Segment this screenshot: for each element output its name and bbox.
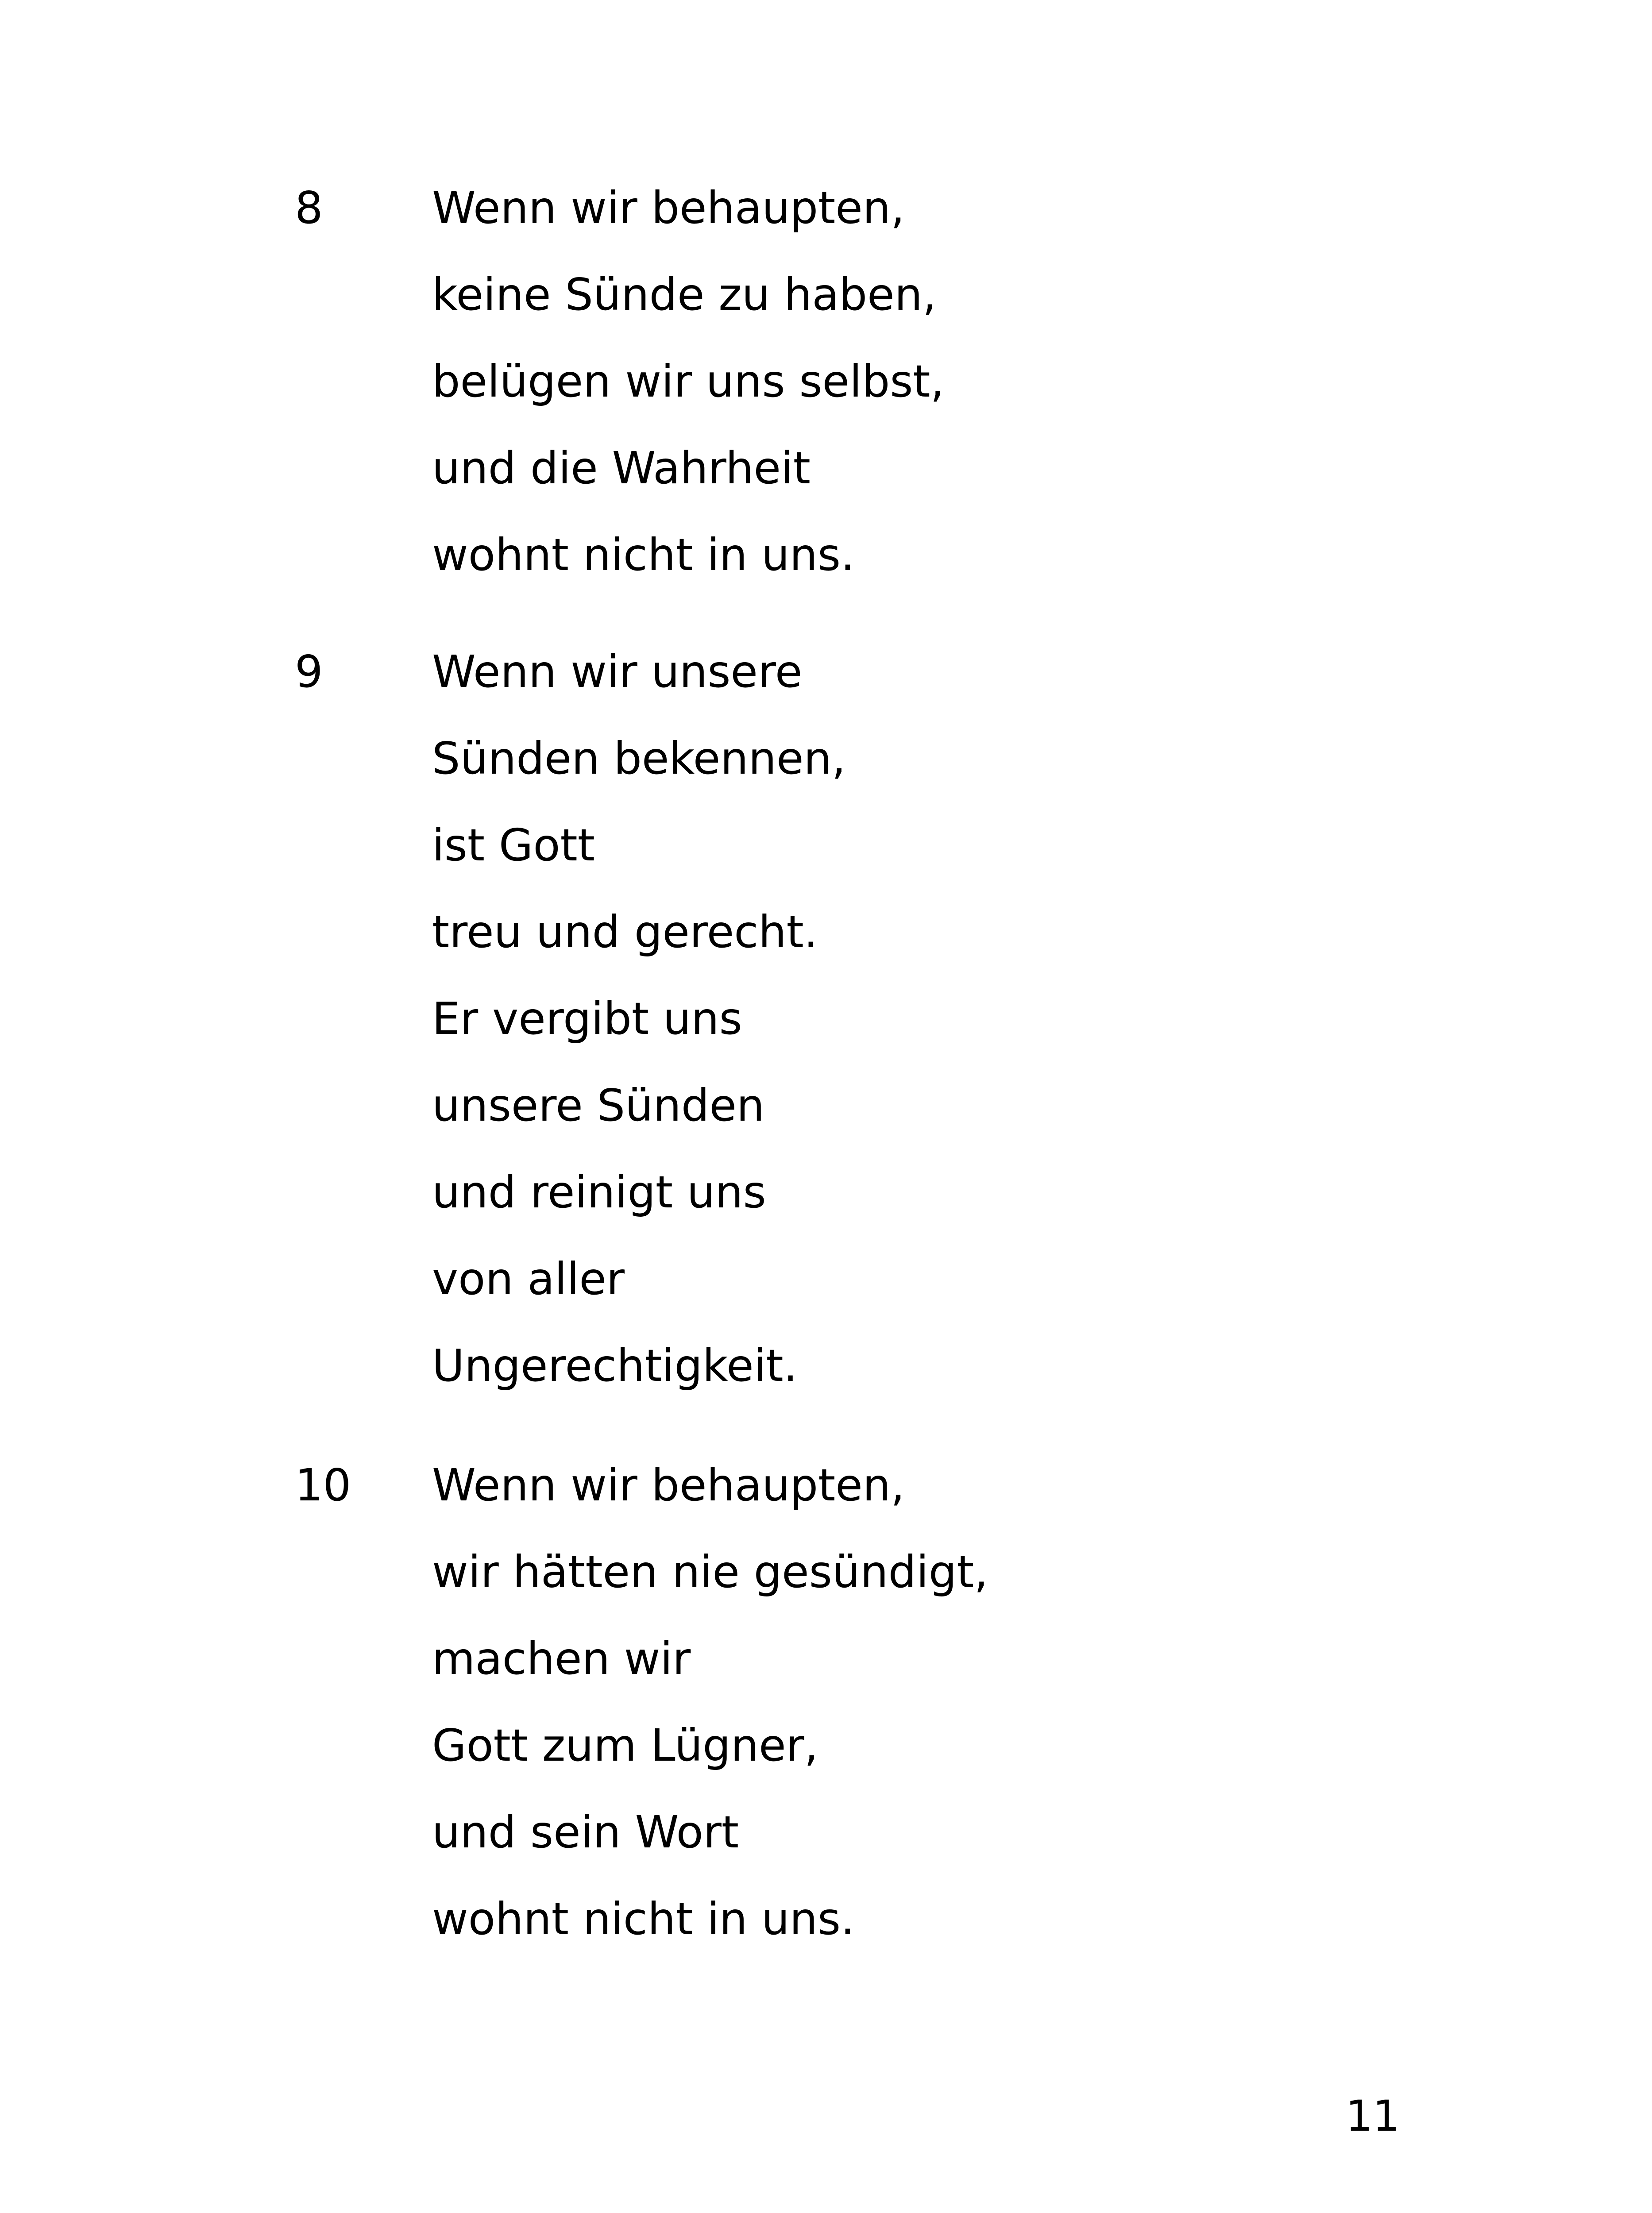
verse-line: und sein Wort (432, 1806, 739, 1858)
verse-line: Wenn wir unsere (432, 646, 803, 698)
verse-line: von aller (432, 1253, 625, 1305)
verse-number: 10 (295, 1459, 351, 1511)
verse-line: Sünden bekennen, (432, 733, 846, 784)
verse-line: Gott zum Lügner, (432, 1720, 818, 1771)
verse-line: und reinigt uns (432, 1166, 766, 1218)
verse-line: Wenn wir behaupten, (432, 1459, 905, 1511)
verse-lines (432, 1442, 988, 1962)
verse-lines (432, 165, 944, 598)
verse-lines (432, 628, 846, 1409)
verse-line: unsere Sünden (432, 1080, 765, 1131)
verse-line: wir hätten nie gesündigt, (432, 1546, 988, 1598)
verse-line: ist Gott (432, 819, 595, 871)
page-number: 11 (1345, 2091, 1400, 2141)
verse-line: Er vergibt uns (432, 993, 742, 1045)
verse-line: wohnt nicht in uns. (432, 1893, 855, 1945)
verse-line: belügen wir uns selbst, (432, 355, 945, 407)
verse-line: und die Wahrheit (432, 442, 811, 494)
verse-line: treu und gerecht. (432, 906, 818, 958)
verse-line: wohnt nicht in uns. (432, 529, 855, 581)
verse-number: 9 (295, 646, 323, 698)
verse-line: keine Sünde zu haben, (432, 269, 937, 320)
verse-line: machen wir (432, 1633, 691, 1685)
verse-number: 8 (295, 182, 323, 234)
verse-line: Wenn wir behaupten, (432, 182, 905, 234)
verse-line: Ungerechtigkeit. (432, 1340, 798, 1392)
